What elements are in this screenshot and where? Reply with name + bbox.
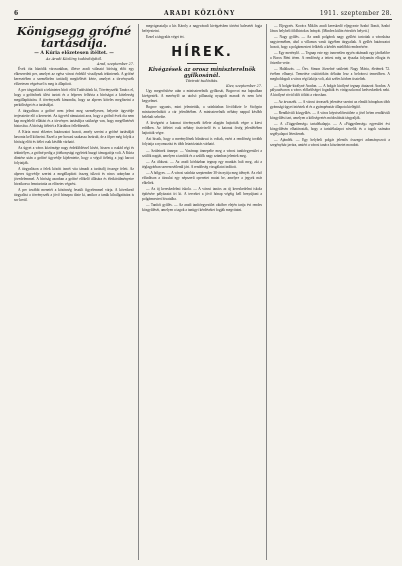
paragraph: — Halálozás. — Özv. Simon Józsefné született Nagy Mária, életének 72. évében elhunyt. Temetése csütörtökön délután lesz a belvárosi temetőben. A megboldogult a város régi lakója volt, akit széles körben tiszteltek. bbox=[270, 67, 390, 82]
column-rule bbox=[138, 24, 139, 560]
paragraph: A tárgyalásra a grófné nem jelent meg személyesen, helyette ügyvédje terjesztette elő a keresetet. Az ügyvéd rámutatott arra, hogy a grófnő évek óta nem kap megfelelő ellátást és a törvényes tartásdíjra szüksége van, hogy megélhetését biztosítsa. A bíróság ítéletét a Kúriához fellebbezték. bbox=[14, 109, 134, 128]
section-heading-hirek: HÍREK. bbox=[171, 45, 233, 61]
paragraph: — Eljegyzés. Kovács Miklós aradi kereskedő eljegyezte Szabó Ilonát, Szabó János helybeli földbirtokos leányát. (Minden külön értesítés helyett.) bbox=[270, 24, 390, 33]
article-byline: Távirati tudósítás. bbox=[185, 79, 219, 84]
paragraph: Ugy megerősítése után a miniszterelnök gyilkosát, Bogrovot ma hajnalban kivégezték. A merénylő az utolsó pillanatig nyugodt maradt és nem kért kegyelmet. bbox=[142, 89, 262, 103]
paragraph: — Ajándék. — Egy helybeli polgár jelentős összeget adományozott a szegényház javára, amiért a városi tanács köszönetet mondott. bbox=[270, 138, 390, 148]
article-byline: Az Aradi Közlöny tudósítójától. bbox=[45, 57, 103, 61]
article-subhead: — A Kúria előzetesen ítéltet. — bbox=[34, 51, 114, 56]
paragraph: A per tárgyalását a tekintetes bírói előtt Tudósítónk ki, Törvényszéki Tanács el, hogy a grófnőnek ülést tartott és a felperes felhívta a bíróságot a kötelesség megállapítására. A törvényszék kimondta, hogy az alperes köteles megfizetni a perköltséget és a tartásdíjat. bbox=[14, 88, 134, 107]
paragraph: — A hölgyes. — A városi színház szeptember 30-án nyitja meg idényét. Az első előadáson a társulat egy népszerű operettet mutat be, amelyre a jegyek már elkeltek. bbox=[142, 171, 262, 185]
article-dateline: Kiev, szeptember 27. bbox=[226, 84, 262, 89]
paragraph: — A »Tüggetlenség« tartalékalapja. — A »Függetlenség« egyesület évi közgyűlésén elhatározták, hogy a tartalékalapot növelik és a tagok számára segélyalapot létesítenek. bbox=[270, 122, 390, 136]
paragraph: — Az új kereskedelmi iskola. — A városi tanács az új kereskedelmi iskola építésére pályázatot írt ki. A terveket a jövő hónap végéig kell benyújtani a polgármesteri hivatalba. bbox=[142, 187, 262, 201]
divider bbox=[187, 63, 217, 64]
newspaper-page bbox=[14, 8, 392, 560]
paragraph: A kivégzést a katonai törvényszék ítélete alapján hajtották végre a kievi erődben. Az ítéletet csak néhány tisztviselő és a katonai őrség jelenlétében hajtották végre. bbox=[142, 121, 262, 136]
column-3 bbox=[270, 24, 390, 560]
paragraph: — A bolgár-királyné Aradon. — A bolgár királyné tegnap átutazott Aradon. A pályaudvaron a város előkelőségei fogadták és virágcsokorral kedveskedtek neki. A királyné rövid időt töltött a városban. bbox=[270, 83, 390, 98]
column-1 bbox=[14, 24, 134, 560]
paragraph: Évek óta húzódik városunkban, illetve aradi választó bíróság előtt egy elkeseredett per, amelyet az egész várost érdeklő viszálynak tekintenek. A grófné keresetében a személtelen tartásdíj megítélését kérte, amelyet a törvényszék előzetesen végzéssel is meg is állapított. bbox=[14, 67, 134, 86]
paragraph: Bogrov ugyanis, mint jelentettük, a színházban lövöldözte le Stolypin miniszterelnököt a cár jelenlétében. A miniszterelnök néhány nappal később belehalt sebeibe. bbox=[142, 105, 262, 120]
masthead bbox=[14, 8, 392, 20]
paragraph: A per további menetét a közönség feszült figyelemmel várja. A következő tárgyalást a törvényszék a jövő hónapra tűzte ki, amikor a tanúk kihallgatására is sor kerül. bbox=[14, 188, 134, 202]
paragraph: — Rendkívüli közgyűlés. — A város képviselőtestülete a jövő héten rendkívüli közgyűlést tart, amelyen a költségvetés módosítását tárgyalják. bbox=[270, 110, 390, 120]
paragraph: — Nagy gyűlés. — Az aradi polgárok nagy gyűlést tartottak a városháza nagytermében, ahol a villamos vasút ügyében tárgyaltak. A gyűlés határozatot hozott, hogy a polgármestert felkérik a kérdés mielőbbi rendezésére. bbox=[270, 35, 390, 50]
paragraph: megvigasztalja a kis Károly a nagyváradi kivégzésben történt balesetét fogja befejeztetni. bbox=[142, 24, 262, 33]
paragraph: — Az áldozat. — Az aradi kórházban tegnap egy munkás halt meg, aki a téglagyárban szerencsétlenül járt. A rendőrség vizsgálatot indított. bbox=[142, 159, 262, 169]
article-headline: Kivégzések az orosz miniszterelnök gyilkosánál. bbox=[148, 67, 256, 80]
paragraph: — Tanítói gyűlés. — Az aradi tanítóegyesület október elején tartja évi rendes közgyűlését, amelyen a tagok a tanügyi kérdéseket fogják megvitatni. bbox=[142, 203, 262, 213]
column-2 bbox=[142, 24, 262, 560]
paragraph: — Egy merénylő. — Tegnap este egy ismeretlen egyén rátámadt egy járókelőre a Boros Béni téren. A rendőrség a tettest még az éjszaka folyamán elfogta és őrizetbe vette. bbox=[270, 51, 390, 66]
article-headline: Königsegg grófné tartásdíja. bbox=[16, 24, 132, 50]
columns bbox=[14, 24, 392, 560]
paragraph: Azt hiszik, hogy a merénylőnek bűntársai is voltak, ezért a rendőrség tovább folytatja a nyomozást és több letartóztatás várható. bbox=[142, 137, 262, 147]
paragraph: A Kúria most előzetes határozatot hozott, amely szerint a grófné tartásdíját havonta kell kifizetni. Ezzel a per hosszú szakasza lezárult, de a főper még folyik a bíróság előtt és ítélet csak később várható. bbox=[14, 130, 134, 144]
paragraph: Az ügyet a város közönsége nagy érdeklődéssel kíséri, hiszen a család régi és tekintélyes, a grófné pedig a jótékonysági egyletek buzgó támogatója volt. A Kúria döntése után a grófné ügyvédje kijelentette, hogy a végső ítéletig a jogi harcot folytatják. bbox=[14, 146, 134, 165]
paragraph: A tárgyaláson a felek között ismét vita támadt a tartásdíj összege felett. Az alperes ügyvédje szerint a megállapított összeg túlzott és nincs arányban a jövedelemmel. A bíróság azonban a grófné előkelő állására és életkörülményeire hivatkozva fenntartotta az előzetes végzést. bbox=[14, 167, 134, 186]
paragraph: — Az árvaszék. — A városi árvaszék jelentése szerint az elmúlt hónapban több gyámsági ügyet intéztek el és a gyámpénztár állapota kielégítő. bbox=[270, 99, 390, 109]
issue-date: 1911. szeptember 28. bbox=[319, 10, 392, 17]
page-number: 6 bbox=[14, 10, 19, 17]
column-rule bbox=[266, 24, 267, 560]
paragraph: Ezzel a tárgyalás véget ért. bbox=[146, 35, 185, 40]
article-dateline: Arad, szeptember 27. bbox=[97, 62, 134, 66]
newspaper-title: ARADI KÖZLÖNY bbox=[164, 10, 236, 17]
paragraph: — Szüleinek ünnepe. — Vasárnap ünnepelte meg a városi tanítóegyesület a szülők napját, amelyen a tanítók és a szülők nagy számban jelentek meg. bbox=[142, 148, 262, 158]
